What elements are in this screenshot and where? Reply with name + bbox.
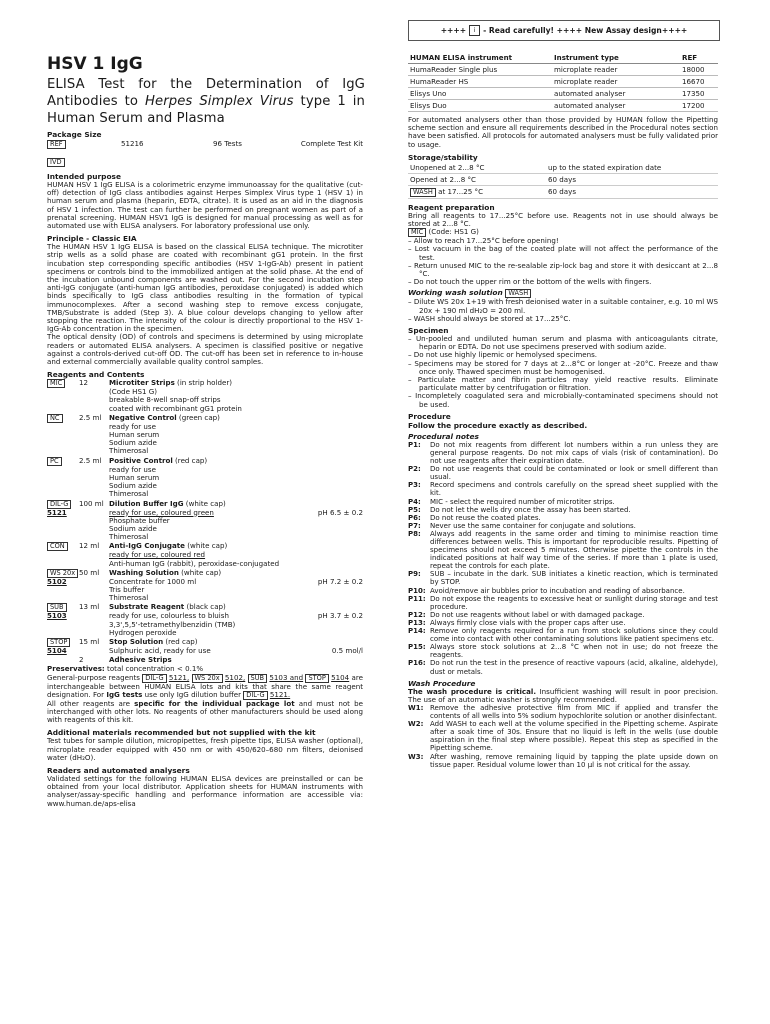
table-row: Unopened at 2...8 °C up to the stated expiration date [408,162,718,174]
reagent-sub-cell [47,447,79,455]
reagent-detail-row [47,594,363,602]
reagent-ph [305,388,363,396]
document-title: HSV 1 IgG [47,54,143,74]
reagent-ph [305,551,363,559]
note-key: W3: [408,752,424,761]
table-cell: HumaReader HS [408,76,552,88]
reagent-qty: 15 ml [79,636,100,646]
reagent-name-bold: Microtiter Strips [109,378,175,388]
list-item: – Do not use highly lipemic or hemolysed specimens. [408,350,598,360]
reagent-item [47,569,363,603]
reagent-detail: breakable 8-well snap-off strips [109,395,221,405]
note-text: Avoid/remove air bubbles prior to incubation and reading of absorbance. [430,586,685,595]
reagent-sub-cell [47,423,79,431]
list-item: – Un-pooled and undiluted human serum and plasma with anticoagulants citrate, heparin or EDTA. Do not use specimens preserved with sodium azide. [408,334,718,352]
reagent-sub-cell [47,621,79,629]
reagent-detail: Sulphuric acid, ready for use [109,645,211,655]
note-text: Record specimens and controls carefully on the spread sheet supplied with the kit. [430,481,718,498]
note-key: P5: [408,505,421,514]
reagent-ph [305,656,363,664]
specimen-bullets [408,335,718,409]
table-row [408,64,718,76]
reagent-row [47,414,363,423]
materials-heading: Additional materials recommended but not supplied with the kit [47,728,316,738]
list-item [408,570,718,586]
note-text: MIC - select the required number of microtiter strips. [430,497,615,506]
reagent-ph [305,447,363,455]
reagent-detail-row [47,405,363,413]
ivd-symbol: IVD [47,158,65,167]
list-item [408,587,718,595]
table-row [408,76,718,88]
note-text: Always store stock solutions at 2...8 °C when not in use; do not freeze the reagents. [430,643,718,660]
procedure-sub: Follow the procedure exactly as described. [408,420,588,430]
list-item [408,611,718,619]
reagent-detail-row [47,647,363,655]
reagent-row [47,379,363,388]
reagent-ph [305,542,363,551]
reagent-detail-row [47,447,363,455]
type-col-header: Instrument type [552,52,680,64]
reagent-cap: (white cap) [178,567,222,577]
reagent-detail: Sodium azide [109,438,157,448]
reagent-item [47,603,363,637]
reagent-detail: Hydrogen peroxide [109,627,177,637]
general-purpose-text: General-purpose reagents DIL-G 5121, WS 20x 5102, SUB 5103 and STOP 5104 are interchangeable between HUMAN ELISA lots and kits that share the same reagent designation. For IgG tests use only IgG dilution buffer DIL-G 5121. [47,672,363,699]
working-wash-heading: Working wash solution WASH [408,288,718,298]
table-cell: Elisys Duo [408,100,552,112]
reagent-sub-cell [47,405,79,413]
reagent-detail-row [47,431,363,439]
note-text: Always add reagents in the same order and timing to minimise reaction time differences between wells. This is important for reproducible results. Pipetting of specimens should not exceed 5 minutes. Otherwise pipette the controls in the indicated positions at half way time of the series. If more than 1 plate is used, repeat the controls for each plate. [430,529,718,571]
reagent-item [47,638,363,655]
reagent-item [47,542,363,567]
reagents-heading: Reagents and Contents [47,370,145,380]
reagent-detail-row [47,482,363,490]
reagent-cap: (white cap) [185,541,228,551]
procedure-heading: Procedure [408,411,451,421]
note-key: P4: [408,497,421,506]
list-item: – Lost vacuum in the bag of the coated plate will not affect the performance of the test. [408,244,718,262]
note-key: P10: [408,586,426,595]
list-item [408,619,718,627]
reagent-ph [305,414,363,423]
reagent-code: PC [47,457,62,466]
reagent-ph [305,431,363,439]
reagent-sub-code: 5104 [47,645,67,655]
reagent-detail-row [47,517,363,525]
reagent-sub-code: 5121 [47,507,67,517]
reagent-detail: coated with recombinant gG1 protein [109,403,242,413]
reagent-ph [305,560,363,568]
reagent-code: DIL-G [47,500,71,509]
principle-text-2: The optical density (OD) of controls and specimens is determined by using microplate readers or automated ELISA analysers. A specimen is classified positive or negative against a controls-derived cut-off OD. The cut-off has been set in reference to in-house and external commercially available quality control samples. [47,332,363,367]
reagent-row [47,656,363,664]
note-text: After washing, remove remaining liquid by tapping the plate upside down on tissue paper. Residual volume lower than 10 µl is not critical for the assay. [430,752,718,769]
reagent-sub-cell [47,578,79,586]
reagent-detail: Phosphate buffer [109,515,170,525]
reagent-qty: 2 [79,655,84,665]
reagent-prep-intro: Bring all reagents to 17...25°C before use. Reagents not in use should always be stored at 2...8 °C. [408,210,718,229]
principle-heading: Principle - Classic EIA [47,234,137,244]
reagent-code: WS 20x [47,569,78,578]
table-cell: Elisys Uno [408,88,552,100]
package-size-heading: Package Size [47,130,102,139]
note-key: W2: [408,720,424,729]
note-key: P6: [408,513,421,522]
reagent-item [47,414,363,456]
reagent-detail: Thimerosal [109,446,149,456]
list-item [408,627,718,643]
list-item: – Return unused MIC to the re-sealable zip-lock bag and store it with desiccant at 2...8 °C. [408,260,718,279]
reagent-detail: Human serum [109,472,160,482]
reagent-sub-cell [47,396,79,404]
reagent-sub-cell [47,490,79,498]
list-item [408,720,718,752]
reagent-row [47,457,363,466]
reagent-qty: 100 ml [79,498,104,508]
reagent-detail: ready for use [109,464,156,474]
reagent-ph [305,533,363,541]
instrument-col-header: HUMAN ELISA instrument [408,52,552,64]
table-cell: 17350 [680,88,718,100]
note-text: Do not mix reagents from different lot numbers within a run unless they are general purpose reagents. Do not mix caps of vials (risk of contamination). Do not use reagents after their expiration date. [430,440,718,466]
reagent-detail: ready for use [109,421,156,431]
reagent-sub-cell [47,560,79,568]
reagent-prep-heading: Reagent preparation [408,202,495,212]
reagent-detail: (Code HS1 G) [109,387,158,397]
list-item: – WASH should always be stored at 17...25°C. [408,313,571,323]
list-item [408,498,718,506]
specimen-heading: Specimen [408,326,449,336]
package-row [47,139,363,149]
list-item: – Do not touch the upper rim or the bottom of the wells with fingers. [408,277,652,287]
left-column [47,130,363,808]
list-item: – Specimens may be stored for 7 days at 2...8°C or longer at -20°C. Freeze and thaw once only. Thawed specimen must be homogenised. [408,358,718,376]
reagent-ph [305,474,363,482]
reagent-name-bold: Stop Solution [109,636,164,646]
reagent-sub-cell [47,647,79,655]
reagent-ph [305,439,363,447]
list-item [408,522,718,530]
reagent-sub-cell [47,533,79,541]
reagent-cap: (red cap) [163,636,198,646]
list-item [408,514,718,522]
reagent-detail-row [47,560,363,568]
reagent-code: NC [47,414,63,423]
table-cell: microplate reader [552,64,680,76]
reagent-detail: ready for use, coloured green [109,507,214,517]
reagent-sub-cell [47,482,79,490]
reagent-qty: 2.5 ml [79,412,102,422]
note-key: P16: [408,659,426,668]
reagent-code: SUB [47,603,67,612]
mic-code-line: MIC (Code: HS1 G) [408,228,718,237]
note-key: P14: [408,627,426,636]
storage-heading: Storage/stability [408,152,478,162]
reagent-row [47,542,363,551]
reagent-detail-row [47,578,363,586]
note-text: Add WASH to each well at the volume specified in the Pipetting scheme. Aspirate after a soak time of 30s. Ensure that no liquid is left in the wells (use double aspiration in the final step where possible). Repeat this step as specified in the Pipetting scheme. [430,720,718,753]
reagent-ph: 0.5 mol/l [331,645,363,655]
note-key: P9: [408,570,421,579]
reagent-ph [305,457,363,466]
note-text: Remove only reagents required for a run from stock solutions since they could come into contact with other contaminating solutions like patient specimens etc. [430,627,718,644]
reagent-ph [305,482,363,490]
note-key: P2: [408,465,421,474]
reagent-cap: (red cap) [172,455,208,465]
list-item [408,441,718,465]
reagent-sub-cell [47,629,79,637]
reagent-cap: (green cap) [176,412,220,422]
reagent-cap: (in strip holder) [174,378,233,388]
reagent-sub-code: 5102 [47,576,67,586]
table-row [408,88,718,100]
intended-purpose-heading: Intended purpose [47,172,121,181]
reagent-detail: Tris buffer [109,584,145,594]
intended-purpose-text: HUMAN HSV 1 IgG ELISA is a colorimetric enzyme immunoassay for the qualitative (cut-off) detection of IgG class antibodies against Herpes Simplex Virus type 1 (HSV 1) in human serum and plasma (heparin, EDTA, citrate). It is used as an aid in the diagnosis of HSV 1 infection. The test can further be performed on pregnant women as part of a prenatal screening. HUMAN HSV1 IgG is designed for manual processing as well as for automated use with ELISA analysers. For laboratory professional use only. [47,180,363,231]
reagent-sub-code: 5103 [47,611,67,621]
info-book-icon: i [469,25,480,36]
read-carefully-banner [408,20,720,41]
table-row: Opened at 2...8 °C 60 days [408,173,718,185]
other-reagents-text: All other reagents are specific for the individual package lot and must not be interchanged with other lots. No reagents of other manufacturers should be used along with reagents of this kit. [47,698,364,725]
wash-procedure-heading: Wash Procedure [408,678,476,688]
right-column [408,52,718,769]
list-item [408,659,718,675]
reagent-detail-row [47,509,363,517]
procedural-notes [408,441,718,676]
table-cell: 16670 [680,76,718,88]
reagent-sub-cell [47,431,79,439]
reagent-item [47,379,363,413]
reagent-sub-cell [47,439,79,447]
reagent-detail: Sodium azide [109,523,157,533]
reagent-row [47,569,363,578]
reagent-name-bold: Positive Control [109,455,173,465]
table-cell: 17200 [680,100,718,112]
procedural-notes-heading: Procedural notes [408,431,479,441]
wash-symbol: WASH [410,188,436,197]
note-text: Do not use reagents without label or with damaged package. [430,610,645,619]
reagent-cap: (white cap) [183,498,226,508]
reagent-detail: ready for use, colourless to bluish [109,611,229,621]
banner-text: - Read carefully! ++++ New Assay design++++ [483,26,688,35]
note-key: P15: [408,643,426,652]
list-item [408,753,718,769]
reagent-item [47,500,363,542]
table-row: WASH at 17...25 °C 60 days [408,185,718,198]
document-subtitle: ELISA Test for the Determination of IgG Antibodies to Herpes Simplex Virus type 1 in Human Serum and Plasma [47,77,365,126]
reagent-sub-cell [47,466,79,474]
reagent-code: STOP [47,638,70,647]
note-text: Do not run the test in the presence of reactive vapours (acid, alkaline, aldehyde), dust or metals. [430,659,718,676]
reagent-detail-row [47,525,363,533]
reagent-detail-row [47,586,363,594]
list-item [408,595,718,611]
reagent-code-cell [47,656,79,664]
table-cell: automated analyser [552,88,680,100]
ref-col-header: REF [680,52,718,64]
note-key: P12: [408,610,426,619]
reagent-detail: ready for use, coloured red [109,550,206,560]
reagent-ph [305,594,363,602]
reagent-ph [305,517,363,525]
instrument-table [408,52,718,112]
reagent-cap: (black cap) [184,602,226,612]
reagent-sub-cell [47,388,79,396]
reagent-code-cell [47,379,79,388]
note-text: Do not use reagents that could be contaminated or look or smell different than usual. [430,465,718,482]
reagent-detail: Sodium azide [109,481,157,491]
reagent-qty: 13 ml [79,602,100,612]
note-text: Do not reuse the coated plates. [430,513,541,522]
reagent-detail-row [47,629,363,637]
reagent-detail-row [47,466,363,474]
reagent-qty: 12 [79,378,89,388]
readers-heading: Readers and automated analysers [47,765,190,775]
reagent-code-cell [47,414,79,423]
reagent-code-cell [47,542,79,551]
reagent-ph [305,466,363,474]
materials-text: Test tubes for sample dilution, micropipettes, fresh pipette tips, ELISA washer (optional), microplate reader equipped with 450 nm or with 450/620–680 nm filters, deionised water (dH₂O). [47,736,363,762]
reagent-name-bold: Adhesive Strips [109,655,172,665]
note-text: Remove the adhesive protective film from MIC if applied and transfer the contents of all wells into 5% sodium hypochlorite solution or another disinfectant. [430,704,718,721]
reagent-detail-row [47,533,363,541]
package-kit: Complete Test Kit [300,139,363,148]
note-key: W1: [408,704,424,712]
reagent-ph: pH 3.7 ± 0.2 [317,611,363,621]
table-cell: HumaReader Single plus [408,64,552,76]
package-tests: 96 Tests [213,139,242,148]
reagent-sub-cell [47,594,79,602]
reagent-detail-row [47,439,363,447]
list-item [408,465,718,481]
preservatives-line: Preservatives: total concentration < 0.1% [47,664,204,674]
note-key: P3: [408,481,421,490]
reagent-name-bold: Anti-IgG Conjugate [109,541,185,551]
list-item [408,704,718,720]
wash-procedure-text: The wash procedure is critical. Insufficient washing will result in poor precision. The use of an automatic washer is strongly recommended. [408,686,718,704]
reagent-ph [305,629,363,637]
reagent-ph [305,405,363,413]
note-key: P11: [408,594,426,603]
reagent-detail: Thimerosal [109,489,149,499]
reagent-sub-cell [47,551,79,559]
note-text: SUB – incubate in the dark. SUB initiates a kinetic reaction, which is terminated by STOP. [430,570,718,587]
reagent-item [47,457,363,499]
reagent-detail-row [47,474,363,482]
reagent-ph: pH 6.5 ± 0.2 [317,507,363,517]
principle-text-1: The HUMAN HSV 1 IgG ELISA is based on the classical ELISA technique. The microtiter strip wells as a solid phase are coated with recombinant gG1 protein. In the first incubation step corresponding specific antibodies (HSV 1-IgG-Ab) present in patient specimens or controls bind to the immobilized antigen at the solid phase. At the end of the incubation unbound components are washed out. For the second incubation step anti-IgG conjugate (anti-human IgG antibodies, peroxidase conjugated) is added which binds specifically to IgG class antibodies resulting in the formation of typical immunocomplexes. After a second washing step to remove excess conjugate, TMB/Substrate is added (Step 3). A blue colour develops changing to yellow after stopping the reaction. The intensity of the colour is directly proportional to the HSV 1-IgG-Ab concentration in the specimen. [47,242,363,334]
reagent-ph [305,423,363,431]
reagent-detail: Concentrate for 1000 ml [109,576,197,586]
reagent-sub-cell [47,586,79,594]
reagent-sub-cell [47,474,79,482]
table-row [408,100,718,112]
note-key: P7: [408,521,421,530]
working-bullets [408,298,718,323]
reagent-ph [305,621,363,629]
reagent-name-bold: Washing Solution [109,567,179,577]
reagent-list [47,379,363,664]
reagent-name-bold: Substrate Reagent [109,602,185,612]
reagent-name [109,656,305,664]
note-key: P1: [408,440,421,449]
table-cell: automated analyser [552,100,680,112]
reagent-detail: Human serum [109,430,160,440]
reagent-qty: 12 ml [79,541,100,551]
ref-symbol: REF [47,140,66,149]
reagent-code: CON [47,542,68,551]
reagent-sub-cell [47,517,79,525]
reagent-detail: 3,3',5,5'-tetramethylbenzidin (TMB) [109,619,236,629]
reagent-name-bold: Negative Control [109,412,177,422]
reagent-ph [305,525,363,533]
reagent-detail-row [47,490,363,498]
reagent-sub-cell [47,509,79,517]
note-text: Do not let the wells dry once the assay has been started. [430,505,631,514]
reagent-name-bold: Dilution Buffer IgG [109,498,184,508]
reagent-detail-row [47,423,363,431]
list-item [408,481,718,497]
list-item [408,643,718,659]
reagent-ph [305,586,363,594]
table-cell: 18000 [680,64,718,76]
banner-prefix: ++++ [440,26,467,35]
list-item: – Incompletely coagulated sera and microbially-contaminated specimens should not be used. [408,391,718,409]
note-text: Never use the same container for conjugate and solutions. [430,521,636,530]
list-item [408,530,718,570]
note-text: Do not expose the reagents to excessive heat or sunlight during storage and test procedure. [430,594,718,611]
table-cell: microplate reader [552,76,680,88]
note-text: Always firmly close vials with the proper caps after use. [430,618,626,627]
list-item: – Particulate matter and fibrin particles may yield reactive results. Eliminate particulate matter by centrifugation or filtration. [408,375,718,393]
reagent-code: MIC [47,379,65,388]
reagent-ph [305,379,363,388]
note-key: P8: [408,529,421,538]
prep-bullets [408,237,718,286]
reagent-detail-row [47,621,363,629]
reagent-ph [305,396,363,404]
reagent-detail: Thimerosal [109,593,149,603]
reagent-detail: Thimerosal [109,532,149,542]
readers-text: Validated settings for the following HUMAN ELISA devices are preinstalled or can be obtained from your local distributor. Application sheets for HUMAN instruments with analyser/assay-specific handling and performance information are accessible via: www.human.de/aps-elisa [47,773,363,808]
reagent-ph [305,490,363,498]
reagent-code-cell [47,457,79,466]
reagent-sub-cell [47,612,79,620]
reagent-qty: 2.5 ml [79,455,102,465]
list-item: – Allow to reach 17...25°C before opening! [408,236,559,246]
reagent-sub-cell [47,525,79,533]
wash-notes [408,704,718,769]
note-key: P13: [408,618,426,627]
package-code: 51216 [121,139,144,148]
reagent-detail: Anti-human IgG (rabbit), peroxidase-conjugated [109,558,280,568]
reagent-qty: 50 ml [79,567,100,577]
reagent-item [47,656,363,664]
analyser-note: For automated analysers other than those provided by HUMAN follow the Pipetting scheme section and ensure all requirements described in the Procedural notes section have been satisfied. All protocols for automated analysers must be fully validated prior to usage. [408,115,718,149]
list-item: – Dilute WS 20x 1+19 with fresh deionised water in a suitable container, e.g. 10 ml WS 20x + 190 ml dH₂O = 200 ml. [408,297,718,315]
reagent-ph: pH 7.2 ± 0.2 [317,576,363,586]
list-item [408,506,718,514]
storage-table [408,162,718,199]
